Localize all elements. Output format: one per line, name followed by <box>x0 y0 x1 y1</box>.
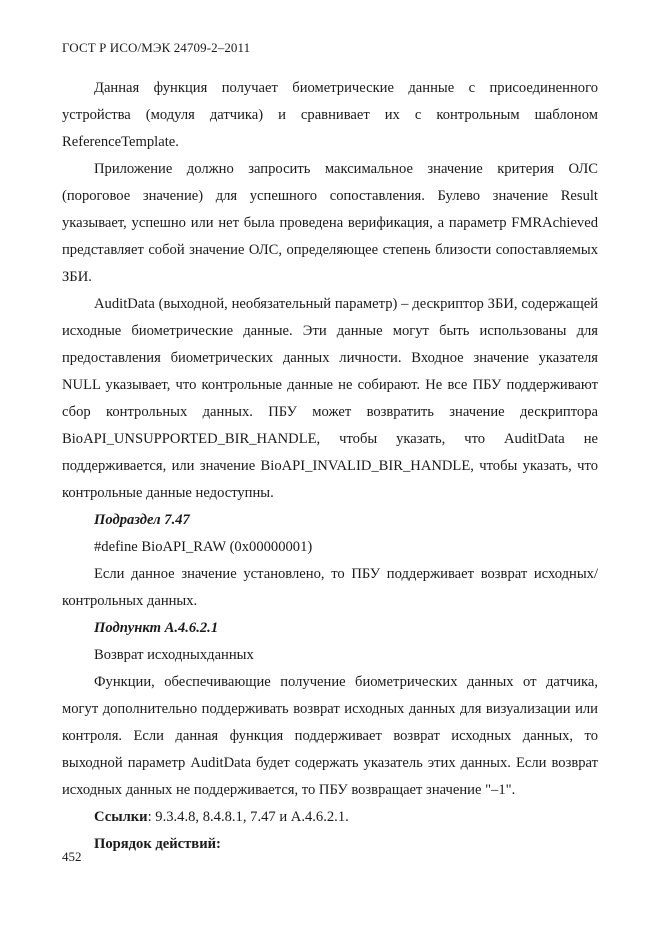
paragraph-raw-support: Если данное значение установлено, то ПБУ поддерживает возврат исходных/контрольных данных. <box>62 566 598 609</box>
heading-subsection-7-47: Подраздел 7.47 <box>94 512 190 528</box>
procedure-heading: Порядок действий: <box>94 836 221 852</box>
references-line <box>62 804 598 831</box>
define-statement: #define BioAPI_RAW (0x00000001) <box>94 539 313 555</box>
references-list: : 9.3.4.8, 8.4.8.1, 7.47 и А.4.6.2.1. <box>147 809 349 825</box>
page-number: 452 <box>62 849 82 864</box>
paragraph-raw-return: Функции, обеспечивающие получение биометрических данных от датчика, могут дополнительно поддерживать возврат исходных данных для визуализации или контроля. Если данная функция поддерживает возврат исходных данных, то выходной параметр AuditData будет содержать указатель этих данных. Если возврат исходных данных не поддерживается, то ПБУ возвращает значение "–1". <box>62 674 598 798</box>
heading-subclause-a4621: Подпункт А.4.6.2.1 <box>94 620 219 636</box>
references-label: Ссылки <box>94 809 148 825</box>
document-header: ГОСТ Р ИСО/МЭК 24709-2–2011 <box>62 40 251 55</box>
paragraph-function-description: Данная функция получает биометрические данные с присоединенного устройства (модуля датчика) и сравнивает их с контрольным шаблоном ReferenceTemplate. <box>62 80 598 150</box>
document-body <box>62 75 598 858</box>
return-raw-data-title: Возврат исходныхданных <box>94 647 254 663</box>
paragraph-auditdata: AuditData (выходной, необязательный параметр) – дескриптор ЗБИ, содержащей исходные биометрические данные. Эти данные могут быть использованы для предоставления биометрических данных личности. Входное значение указателя NULL указывает, что контрольные данные не собирают. Не все ПБУ поддерживают сбор контрольных данных. ПБУ может возвратить значение дескриптора BioAPI_UNSUPPORTED_BIR_HANDLE, чтобы указать, что AuditData не поддерживается, или значение BioAPI_INVALID_BIR_HANDLE, чтобы указать, что контрольные данные недоступны. <box>62 296 598 501</box>
paragraph-threshold: Приложение должно запросить максимальное значение критерия ОЛС (пороговое значение) для успешного сопоставления. Булево значение Result указывает, успешно или нет была проведена верификация, а параметр FMRAchieved представляет собой значение ОЛС, определяющее степень близости сопоставляемых ЗБИ. <box>62 161 598 285</box>
